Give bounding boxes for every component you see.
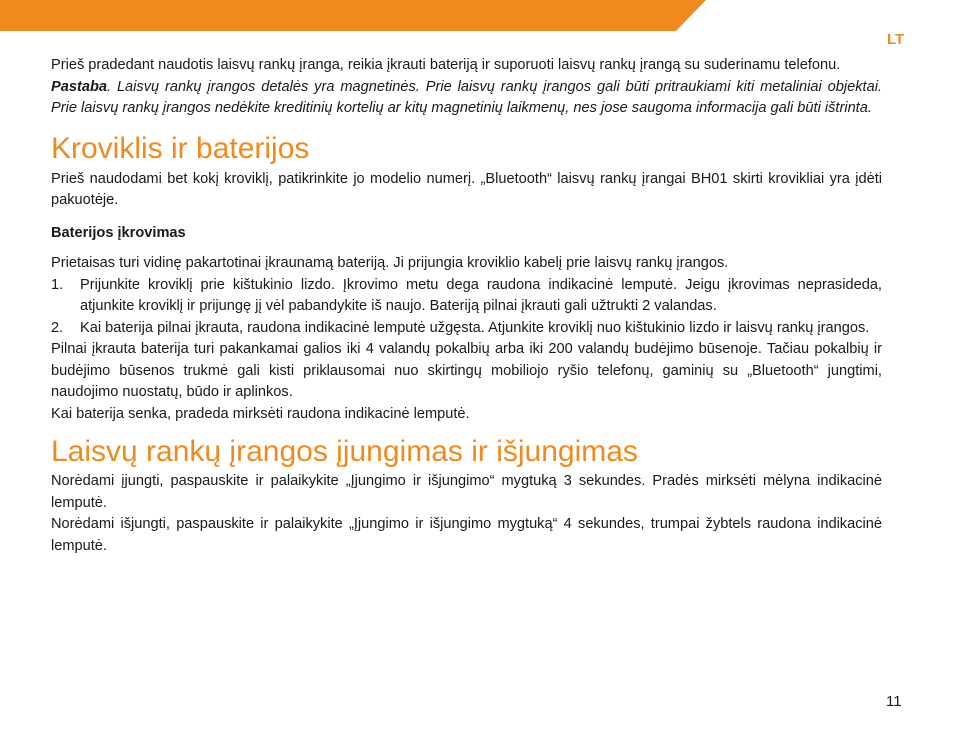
note-label: Pastaba [51,78,107,95]
note-paragraph [51,77,882,120]
section-heading-power: Laisvų rankų įrangos įjungimas ir išjungimas [51,435,638,468]
power-off-paragraph: Norėdami išjungti, paspauskite ir palaikykite „Įjungimo ir išjungimo mygtuką“ 4 sekundes, trumpai žybtels raudona indikacinė lemputė. [51,516,882,554]
list-item [51,275,882,318]
page-content [51,55,882,557]
battery-duration-paragraph: Pilnai įkrauta baterija turi pakankamai galios iki 4 valandų pokalbių arba iki 200 valandų budėjimo būsenoje. Tačiau pokalbių ir budėjimo būsenos trukmė gali kisti priklausomai nuo skirtingų mobiliojo ryšio telefonų, gaminių su „Bluetooth“ jungtimi, naudojimo nuostatų, būdo ir aplinkos. [51,341,882,400]
power-on-paragraph: Norėdami įjungti, paspauskite ir palaikykite „Įjungimo ir išjungimo“ mygtuką 3 sekundes. Pradės mirksėti mėlyna indikacinė lemputė. [51,473,882,511]
charging-steps [51,275,882,340]
page-number: 11 [886,693,902,710]
step-number: 2. [51,319,64,336]
intro-paragraph: Prieš pradedant naudotis laisvų rankų įranga, reikia įkrauti bateriją ir suporuoti laisvų rankų įrangą su suderinamu telefonu. [51,57,841,73]
charger-paragraph: Prieš naudodami bet kokį kroviklį, patikrinkite jo modelio numerį. „Bluetooth“ laisvų rankų įrangai BH01 skirti krovikliai yra įdėti pakuotėje. [51,170,882,208]
list-item [51,318,882,340]
low-battery-paragraph: Kai baterija senka, pradeda mirksėti raudona indikacinė lemputė. [51,405,470,422]
subheading-charging: Baterijos įkrovimas [51,224,186,241]
step-text: Kai baterija pilnai įkrauta, raudona indikacinė lemputė užgęsta. Atjunkite kroviklį nuo kištukinio lizdo ir laisvų rankų įrangos. [80,319,870,336]
step-text: Prijunkite kroviklį prie kištukinio lizdo. Įkrovimo metu dega raudona indikacinė lemputė. Jeigu įkrovimas neprasideda, atjunkite kroviklį ir prijungę jį vėl pabandykite iš naujo. Bateriją pilnai įkrauti gali užtrukti 2 valandas. [80,276,882,314]
section-heading-charger: Kroviklis ir baterijos [51,131,310,165]
orange-header-band [0,0,954,31]
step-number: 1. [51,276,64,293]
note-text: . Laisvų rankų įrangos detalės yra magnetinės. Prie laisvų rankų įrangos gali būti pritraukiami kiti metaliniai objektai. Prie laisvų rankų įrangos nedėkite kreditinių kortelių ar kitų magnetinių laikmenų, nes jose saugoma informacija gali būti ištrinta. [51,78,882,116]
charging-lead: Prietaisas turi vidinę pakartotinai įkraunamą bateriją. Ji prijungia kroviklio kabelį prie laisvų rankų įrangos. [51,255,729,271]
language-tag: LT [887,31,905,48]
